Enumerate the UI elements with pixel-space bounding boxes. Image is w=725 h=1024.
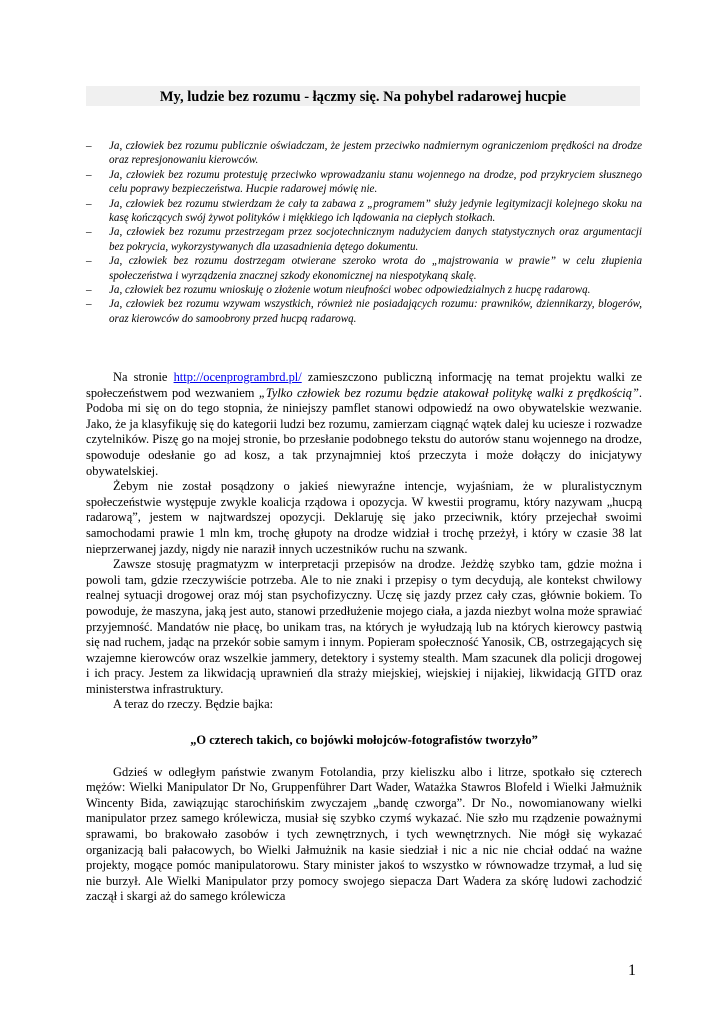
declaration-list: [86, 139, 642, 326]
paragraph-text: Na stronie: [113, 370, 174, 384]
slogan-quote: „Tylko człowiek bez rozumu będzie atakował politykę walki z prędkością”: [258, 385, 639, 400]
bullet-dash: –: [86, 298, 92, 311]
list-item-text: Ja, człowiek bez rozumu dostrzegam otwierane szeroko wrota do „majstrowania w prawie” w celu złupienia społeczeństwa i wyrządzenia znacznej szkody ekonomicznej na niespotykaną skalę.: [109, 255, 642, 282]
document-title: My, ludzie bez rozumu - łączmy się. Na pohybel radarowej hucpie: [159, 89, 567, 105]
bullet-dash: –: [86, 197, 92, 210]
list-item: [86, 283, 642, 297]
list-item: [86, 197, 642, 226]
list-item-text: Ja, człowiek bez rozumu wzywam wszystkich, również nie posiadających rozumu: prawników, dziennikarzy, blogerów, oraz kierowców do samoobrony przed hucpą radarową.: [109, 298, 642, 325]
paragraph-text: zamieszczono publiczną informację na temat projektu walki ze społeczeństwem pod wezwaniem: [86, 370, 642, 400]
bullet-dash: –: [86, 140, 92, 152]
paragraph-transition: A teraz do rzeczy. Będzie bajka:: [113, 697, 274, 712]
paragraph-intro: [86, 370, 642, 479]
bullet-dash: –: [86, 255, 92, 268]
document-body: [86, 370, 642, 905]
paragraph-text: . Podoba mi się on do tego stopnia, że niniejszy pamflet stanowi odpowiedź na owo obywatelskie wezwanie. Jako, że ja klasyfikuję się do kategorii ludzi bez rozumu, zamierzam ciągnąć wątek dalej ku uciesze i rozwadze czytelników. Piszę go na mojej stronie, bo przesłanie podobnego tekstu do autorów stanu wojennego na drodze, spowoduje odesłanie go ad kosz, a tak przynajmniej ktoś przeczyta i może dołączy do inicjatywy obywatelskiej.: [86, 385, 643, 478]
list-item: [86, 297, 642, 326]
list-item-text: Ja, człowiek bez rozumu protestuję przeciwko wprowadzaniu stanu wojennego na drodze, pod przykryciem słusznego celu poprawy bezpieczeństwa. Hucpie radarowej mówię nie.: [109, 168, 642, 196]
paragraph-opposition: Żebym nie został posądzony o jakieś niewyraźne intencje, wyjaśniam, że w pluralistycznym społeczeństwie występuje zwykle koalicja rządowa i opozycja. W kwestii programu, który nazywam „hucpą radarową”, jestem w najtwardszej opozycji. Deklaruję się jako przeciwnik, który przejechał swoimi samochodami prawie 1 mln km, trochę głupoty na drodze widział i trochę przeżył, i który w czasie 38 lat nieprzerwanej jazdy, nigdy nie naraził innych uczestników ruchu na szwank.: [86, 479, 642, 556]
bullet-dash: –: [86, 168, 92, 181]
page-number: 1: [628, 962, 636, 979]
list-item: [86, 254, 642, 283]
list-item-text: Ja, człowiek bez rozumu publicznie oświadczam, że jestem przeciwko nadmiernym ograniczeniom prędkości na drodze oraz represjonowaniu kierowców.: [109, 140, 642, 167]
list-item-text: Ja, człowiek bez rozumu przestrzegam przez socjotechnicznym nadużyciem danych statystycznych oraz argumentacji bez pokrycia, wykorzystywanych dla uzasadnienia dętego dokumentu.: [109, 226, 642, 253]
bullet-dash: –: [86, 226, 92, 239]
list-item: [86, 139, 642, 168]
list-item: [86, 168, 642, 197]
paragraph-pragmatism: Zawsze stosuję pragmatyzm w interpretacji przepisów na drodze. Jeżdżę szybko tam, gdzie można i powoli tam, gdzie rzeczywiście potrzeba. Ale to nie znaki i przepisy o tym decydują, ale kontekst chwilowy realnej sytuacji drogowej oraz mój stan psychofizyczny. Uczę się jazdy przez cały czas, głównie bokiem. To powoduje, że maszyna, jaką jest auto, stanowi przedłużenie mojego ciała, a jazda niezbyt wolna może sprawiać przyjemność. Mandatów nie płacę, bo unikam tras, na których je wyłudzają lub na których kierowcy pastwią się nad ruchem, jadąc na przekór sobie samym i innym. Popieram społeczność Yanosik, CB, ostrzegających się wzajemne kierowców oraz wszelkie jammery, detektory i systemy stealth. Mam szacunek dla policji drogowej i ich pracy. Jestem za likwidacją uprawnień dla straży miejskiej, wiejskiej i nijakiej, likwidacją GITD oraz ministerstwa infrastruktury.: [86, 557, 642, 696]
story-title: „O czterech takich, co bojówki mołojców-fotografistów tworzyło”: [190, 733, 538, 748]
list-item-text: Ja, człowiek bez rozumu stwierdzam że cały ta zabawa z „programem” służy jedynie legitymizacji kolejnego skoku na kasę kończących swój żywot polityków i miękkiego ich lądowania na ciepłych stołkach.: [109, 197, 642, 225]
paragraph-story: Gdzieś w odległym państwie zwanym Fotolandia, przy kieliszku albo i litrze, spotkało się czterech mężów: Wielki Manipulator Dr No, Gruppenführer Dart Wader, Watażka Stawros Blofeld i Wielki Jałmużnik Wincenty Bida, zawiązując starochińskim zwyczajem „bandę czworga”. Dr No., nowomianowany wielki manipulator przez samego królewicza, musiał się szybko czymś wykazać. Nie szło mu rządzenie poważnymi sprawami, bo brakowało zasobów i tych zewnętrznych, i tych wewnętrznych. Nie mógł się wykazać organizacją bali pałacowych, bo Wielki Jałmużnik na kasie siedział i nic a nic nie chciał oddać na ważne projekty, mogące pomóc manipulatorowu. Stary minister jakoś to wszystko w równowadze trzymał, a lud się nie burzył. Ale Wielki Manipulator przy pomocy swojego siepacza Dart Wadera za skórę ludowi zachodzić zaczął i skargi aż do samego królewicza: [86, 764, 642, 904]
list-item-text: Ja, człowiek bez rozumu wnioskuję o złożenie wotum nieufności wobec odpowiedzialnych z hucpę radarową.: [109, 284, 591, 297]
bullet-dash: –: [86, 284, 92, 297]
program-link[interactable]: http://ocenprogrambrd.pl/: [173, 370, 302, 384]
list-item: [86, 225, 642, 254]
